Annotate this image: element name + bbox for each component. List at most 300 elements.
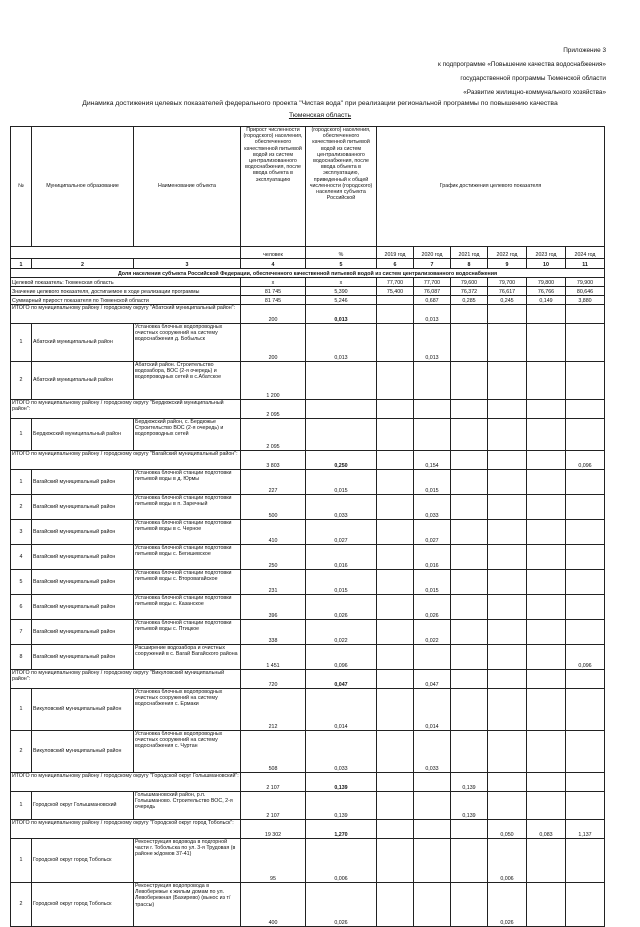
year-value (488, 520, 527, 545)
year-value: 0,154 (414, 451, 451, 470)
indicator-table (10, 126, 605, 927)
col-share: (городского) населения, обеспеченного качественной питьевой водой из систем централизованного водоснабжения, после ввода объекта в эксплуатацию, приведенный к общей численности (городского) населения субъекта Российской (306, 127, 377, 247)
share-value: 0,013 (306, 305, 377, 324)
year-value (451, 731, 488, 773)
population-value: 410 (241, 520, 306, 545)
year-value (377, 305, 414, 324)
municipality-total-row (11, 820, 605, 839)
year-value: 76,372 (451, 287, 488, 296)
year-value (566, 400, 605, 419)
share-value: 0,096 (306, 645, 377, 670)
year-value: 0,016 (414, 545, 451, 570)
year-value (451, 670, 488, 689)
population-value: 95 (241, 839, 306, 883)
project-row (11, 595, 605, 620)
row-number: 2 (11, 362, 32, 400)
year-value (527, 305, 566, 324)
year-value (527, 419, 566, 451)
object-name: Установка блочной станции подготовки питьевой воды с. Бегишевское (134, 545, 241, 570)
object-name: Установка блочных водопроводных очистных сооружений на систему водоснабжения с. Чуртан (134, 731, 241, 773)
row-label: Целевой показатель: Тюменская область (11, 278, 241, 287)
year-value (377, 545, 414, 570)
population-value: 2 107 (241, 773, 306, 792)
row-number: 5 (11, 570, 32, 595)
project-row (11, 362, 605, 400)
year-value (527, 670, 566, 689)
column-number: 4 (241, 259, 306, 269)
column-numbers-row (11, 259, 605, 269)
population-value: 2 095 (241, 400, 306, 419)
column-number: 11 (566, 259, 605, 269)
year-value: 0,096 (566, 451, 605, 470)
row-number: 6 (11, 595, 32, 620)
project-row (11, 419, 605, 451)
year-value (451, 645, 488, 670)
total-label: ИТОГО по муниципальному району / городскому округу "Городской округ город Тобольск": (11, 820, 241, 839)
year-value: 80,646 (566, 287, 605, 296)
year-value (566, 470, 605, 495)
population-value: 2 095 (241, 419, 306, 451)
year-value (488, 731, 527, 773)
year-value: 79,900 (566, 278, 605, 287)
share-value: 0,139 (306, 792, 377, 820)
municipality-name: Вагайский муниципальный район (32, 570, 134, 595)
year-value (451, 545, 488, 570)
year-value (566, 620, 605, 645)
year-label: 2023 год (527, 247, 566, 259)
target-row (11, 278, 605, 287)
row-number: 7 (11, 620, 32, 645)
year-value: 0,013 (414, 324, 451, 362)
year-value (527, 620, 566, 645)
year-value (566, 419, 605, 451)
year-value: 0,139 (451, 792, 488, 820)
units-row (11, 247, 605, 259)
year-value (488, 545, 527, 570)
year-value (451, 419, 488, 451)
appendix-program: государственной программы Тюменской области (460, 75, 606, 82)
year-value (488, 689, 527, 731)
year-value (377, 324, 414, 362)
year-value (566, 305, 605, 324)
object-name: Голышмановский район, р.п. Голышманово. Строительство ВОС, 2-я очередь (134, 792, 241, 820)
year-value (377, 400, 414, 419)
share-value: 0,047 (306, 670, 377, 689)
share-value (306, 419, 377, 451)
municipality-name: Вагайский муниципальный район (32, 495, 134, 520)
project-row (11, 645, 605, 670)
population-value: 396 (241, 595, 306, 620)
municipality-total-row (11, 773, 605, 792)
title-region: Тюменская область (288, 112, 352, 119)
municipality-name: Викуловский муниципальный район (32, 731, 134, 773)
population-value: 19 302 (241, 820, 306, 839)
share-value: 0,026 (306, 595, 377, 620)
share-value: 0,014 (306, 689, 377, 731)
year-value (566, 495, 605, 520)
year-value (377, 839, 414, 883)
year-value (377, 570, 414, 595)
section-title: Доля населения субъекта Российской Федерации, обеспеченного качественной питьевой водой из систем централизованного водоснабжения (11, 269, 605, 278)
year-value (377, 470, 414, 495)
municipality-name: Викуловский муниципальный район (32, 689, 134, 731)
total-label: ИТОГО по муниципальному району / городскому округу "Вагайский муниципальный район": (11, 451, 241, 470)
column-number: 9 (488, 259, 527, 269)
section-row (11, 269, 605, 278)
municipality-name: Бердюжский муниципальный район (32, 419, 134, 451)
year-value (451, 595, 488, 620)
row-number: 1 (11, 419, 32, 451)
year-value: 0,050 (488, 820, 527, 839)
year-value: 76,617 (488, 287, 527, 296)
year-value (488, 670, 527, 689)
population-value: 227 (241, 470, 306, 495)
year-value (527, 595, 566, 620)
row-number: 1 (11, 324, 32, 362)
project-row (11, 731, 605, 773)
year-label: 2020 год (414, 247, 451, 259)
row-number: 1 (11, 470, 32, 495)
year-value (377, 451, 414, 470)
municipality-name: Вагайский муниципальный район (32, 520, 134, 545)
year-value (527, 645, 566, 670)
year-value (414, 645, 451, 670)
year-value (377, 620, 414, 645)
share-value (306, 362, 377, 400)
column-number: 5 (306, 259, 377, 269)
year-value (414, 839, 451, 883)
column-number: 8 (451, 259, 488, 269)
year-value (527, 400, 566, 419)
year-value: 0,022 (414, 620, 451, 645)
year-value (566, 792, 605, 820)
year-value (377, 296, 414, 305)
population-value: 338 (241, 620, 306, 645)
year-value (488, 773, 527, 792)
column-number: 10 (527, 259, 566, 269)
share-value: 0,026 (306, 883, 377, 927)
year-value (451, 305, 488, 324)
year-value (566, 545, 605, 570)
title-main: Динамика достижения целевых показателей федерального проекта "Чистая вода" при реализации региональной программы по повышению качества (82, 100, 558, 107)
year-value (377, 731, 414, 773)
project-row (11, 620, 605, 645)
year-value (451, 689, 488, 731)
year-value: 0,139 (451, 773, 488, 792)
year-value (451, 470, 488, 495)
year-value (488, 570, 527, 595)
share-value: 0,016 (306, 545, 377, 570)
year-value: 0,006 (488, 839, 527, 883)
year-value (488, 470, 527, 495)
population-value: 200 (241, 324, 306, 362)
year-value: 75,400 (377, 287, 414, 296)
row-number: 8 (11, 645, 32, 670)
year-value (566, 670, 605, 689)
year-value (527, 495, 566, 520)
year-value: 0,027 (414, 520, 451, 545)
project-row (11, 839, 605, 883)
municipality-total-row (11, 670, 605, 689)
year-value (488, 400, 527, 419)
row-label: Значение целевого показателя, достигаемое в ходе реализации программы (11, 287, 241, 296)
total-label: ИТОГО по муниципальному району / городскому округу "Бердюжский муниципальный район": (11, 400, 241, 419)
year-value: 76,087 (414, 287, 451, 296)
project-row (11, 324, 605, 362)
year-value: 0,033 (414, 731, 451, 773)
year-value (566, 689, 605, 731)
population-value: 1 200 (241, 362, 306, 400)
population-value: 400 (241, 883, 306, 927)
year-value (451, 839, 488, 883)
column-number: 6 (377, 259, 414, 269)
object-name: Абатский район. Строительство водозабора, ВОС (2-я очередь) и водопроводных сетей в с.Абатское (134, 362, 241, 400)
year-value (414, 419, 451, 451)
municipality-total-row (11, 451, 605, 470)
year-value: 0,083 (527, 820, 566, 839)
year-value (377, 495, 414, 520)
object-name: Расширение водозабора и очистных сооружений в с. Вагай Вагайского района (134, 645, 241, 670)
year-value (527, 324, 566, 362)
population-value: 2 107 (241, 792, 306, 820)
year-value: 0,026 (414, 595, 451, 620)
share-value: 0,033 (306, 495, 377, 520)
object-name: Установка блочной станции подготовки питьевой воды с. Птицкое (134, 620, 241, 645)
year-value: 0,687 (414, 296, 451, 305)
year-value (566, 324, 605, 362)
year-value (527, 470, 566, 495)
year-value: 3,880 (566, 296, 605, 305)
year-value (377, 645, 414, 670)
municipality-name: Городской округ Голышмановский (32, 792, 134, 820)
municipality-name: Абатский муниципальный район (32, 362, 134, 400)
year-value (488, 620, 527, 645)
population-value: x (241, 278, 306, 287)
year-value (527, 545, 566, 570)
year-value (566, 520, 605, 545)
year-value: 0,015 (414, 570, 451, 595)
project-row (11, 495, 605, 520)
column-number: 3 (134, 259, 241, 269)
year-label: 2022 год (488, 247, 527, 259)
appendix-subprogram: к подпрограмме «Повышение качества водоснабжения» (438, 61, 606, 68)
row-number: 2 (11, 495, 32, 520)
year-value (377, 520, 414, 545)
object-name: Установка блочной станции подготовки питьевой воды в с. Черное (134, 520, 241, 545)
year-value: 76,766 (527, 287, 566, 296)
share-value: 0,015 (306, 470, 377, 495)
population-value: 231 (241, 570, 306, 595)
object-name: Установка блочной станции подготовки питьевой воды с. Казанское (134, 595, 241, 620)
year-value (527, 773, 566, 792)
year-value (527, 731, 566, 773)
year-value (377, 689, 414, 731)
project-row (11, 570, 605, 595)
col-object: Наименование объекта (134, 127, 241, 247)
municipality-name: Городской округ город Тобольск (32, 839, 134, 883)
year-value (451, 324, 488, 362)
year-value: 79,800 (527, 278, 566, 287)
year-value (377, 362, 414, 400)
year-value (488, 645, 527, 670)
year-value (566, 362, 605, 400)
population-value: 720 (241, 670, 306, 689)
year-value (451, 820, 488, 839)
project-row (11, 545, 605, 570)
population-value: 500 (241, 495, 306, 520)
share-value: 0,022 (306, 620, 377, 645)
year-value: 77,700 (414, 278, 451, 287)
year-value (377, 419, 414, 451)
year-value (566, 839, 605, 883)
col-no: № (11, 127, 32, 247)
year-value (414, 400, 451, 419)
share-value: 0,013 (306, 324, 377, 362)
year-value: 0,014 (414, 689, 451, 731)
object-name: Установка блочных водопроводных очистных сооружений на систему водоснабжения с. Ермаки (134, 689, 241, 731)
appendix-parent-program: «Развитие жилищно-коммунального хозяйства» (463, 89, 606, 96)
share-value: 0,139 (306, 773, 377, 792)
population-value: 3 803 (241, 451, 306, 470)
year-value (451, 451, 488, 470)
appendix-header (438, 44, 606, 100)
row-number: 2 (11, 731, 32, 773)
object-name: Установка блочной станции подготовки питьевой воды с. Второвагайское (134, 570, 241, 595)
row-number: 1 (11, 839, 32, 883)
row-number: 2 (11, 883, 32, 927)
year-value (527, 839, 566, 883)
year-value (451, 400, 488, 419)
year-value (451, 620, 488, 645)
unit-pct: % (306, 247, 377, 259)
year-value: 0,245 (488, 296, 527, 305)
population-value: 81 745 (241, 296, 306, 305)
project-row (11, 520, 605, 545)
year-value: 79,700 (488, 278, 527, 287)
year-value: 0,033 (414, 495, 451, 520)
share-value (306, 400, 377, 419)
year-value (488, 305, 527, 324)
achieved-row (11, 287, 605, 296)
municipality-name: Абатский муниципальный район (32, 324, 134, 362)
year-value: 1,137 (566, 820, 605, 839)
year-value (527, 570, 566, 595)
column-number: 2 (32, 259, 134, 269)
year-value: 77,700 (377, 278, 414, 287)
col-schedule: График достижения целевого показателя (377, 127, 605, 247)
row-number: 1 (11, 792, 32, 820)
share-value: 0,250 (306, 451, 377, 470)
year-value: 0,285 (451, 296, 488, 305)
municipality-name: Вагайский муниципальный район (32, 645, 134, 670)
total-label: ИТОГО по муниципальному району / городскому округу "Городской округ Голышмановский": (11, 773, 241, 792)
year-value (414, 362, 451, 400)
population-value: 1 451 (241, 645, 306, 670)
row-number: 3 (11, 520, 32, 545)
row-label: Суммарный прирост показателя по Тюменской области (11, 296, 241, 305)
year-label: 2019 год (377, 247, 414, 259)
year-value: 0,149 (527, 296, 566, 305)
object-name: Установка блочных водопроводных очистных сооружений на систему водоснабжения д. Бобыльск (134, 324, 241, 362)
year-value (377, 773, 414, 792)
year-value (488, 595, 527, 620)
population-value: 212 (241, 689, 306, 731)
year-label: 2024 год (566, 247, 605, 259)
population-value: 508 (241, 731, 306, 773)
year-value (488, 792, 527, 820)
municipality-name: Вагайский муниципальный район (32, 620, 134, 645)
share-value: 1,270 (306, 820, 377, 839)
year-value: 0,026 (488, 883, 527, 927)
population-value: 250 (241, 545, 306, 570)
project-row (11, 470, 605, 495)
year-value: 0,015 (414, 470, 451, 495)
object-name: Установка блочной станции подготовки питьевой воды в д. Юрмы (134, 470, 241, 495)
year-label: 2021 год (451, 247, 488, 259)
year-value (566, 595, 605, 620)
municipality-name: Вагайский муниципальный район (32, 595, 134, 620)
year-value (377, 670, 414, 689)
year-value (527, 689, 566, 731)
year-value (488, 362, 527, 400)
year-value (488, 324, 527, 362)
row-number: 1 (11, 689, 32, 731)
municipality-total-row (11, 305, 605, 324)
summary-row (11, 296, 605, 305)
total-label: ИТОГО по муниципальному району / городскому округу "Абатский муниципальный район": (11, 305, 241, 324)
year-value: 0,013 (414, 305, 451, 324)
year-value (451, 495, 488, 520)
year-value: 0,047 (414, 670, 451, 689)
year-value (414, 820, 451, 839)
share-value: 0,015 (306, 570, 377, 595)
year-value (527, 451, 566, 470)
municipality-name: Городской округ город Тобольск (32, 883, 134, 927)
municipality-name: Вагайский муниципальный район (32, 470, 134, 495)
project-row (11, 689, 605, 731)
year-value (566, 731, 605, 773)
appendix-number: Приложение 3 (563, 47, 606, 54)
share-value: 5,390 (306, 287, 377, 296)
year-value (527, 792, 566, 820)
object-name: Реконструкция водопровода в Левобережье к жилым домам по ул. Левобережная (Бахирево) (вынос из т/трассы) (134, 883, 241, 927)
municipality-total-row (11, 400, 605, 419)
year-value (451, 520, 488, 545)
share-value: 0,027 (306, 520, 377, 545)
year-value (488, 419, 527, 451)
column-number: 1 (11, 259, 32, 269)
population-value: 200 (241, 305, 306, 324)
object-name: Бердюжский район, с. Бердюжье Строительство ВОС (2-я очередь) и водопроводных сетей (134, 419, 241, 451)
object-name: Установка блочной станции подготовки питьевой воды в п. Заречный (134, 495, 241, 520)
total-label: ИТОГО по муниципальному району / городскому округу "Викуловский муниципальный район": (11, 670, 241, 689)
year-value (377, 820, 414, 839)
year-value (488, 495, 527, 520)
year-value (451, 362, 488, 400)
year-value (414, 773, 451, 792)
col-population-growth: Прирост численности (городского) населения, обеспеченного качественной питьевой водой из систем централизованного водоснабжения, после ввода объекта в эксплуатацию (241, 127, 306, 247)
row-number: 4 (11, 545, 32, 570)
year-value (488, 451, 527, 470)
year-value (566, 570, 605, 595)
object-name: Реконструкция водовода в подгорной части г. Тобольска по ул. 3-я Трудовая (в районе ж/домов 37-41) (134, 839, 241, 883)
year-value: 0,096 (566, 645, 605, 670)
year-value (566, 773, 605, 792)
population-value: 81 745 (241, 287, 306, 296)
project-row (11, 792, 605, 820)
year-value (527, 520, 566, 545)
year-value (451, 570, 488, 595)
